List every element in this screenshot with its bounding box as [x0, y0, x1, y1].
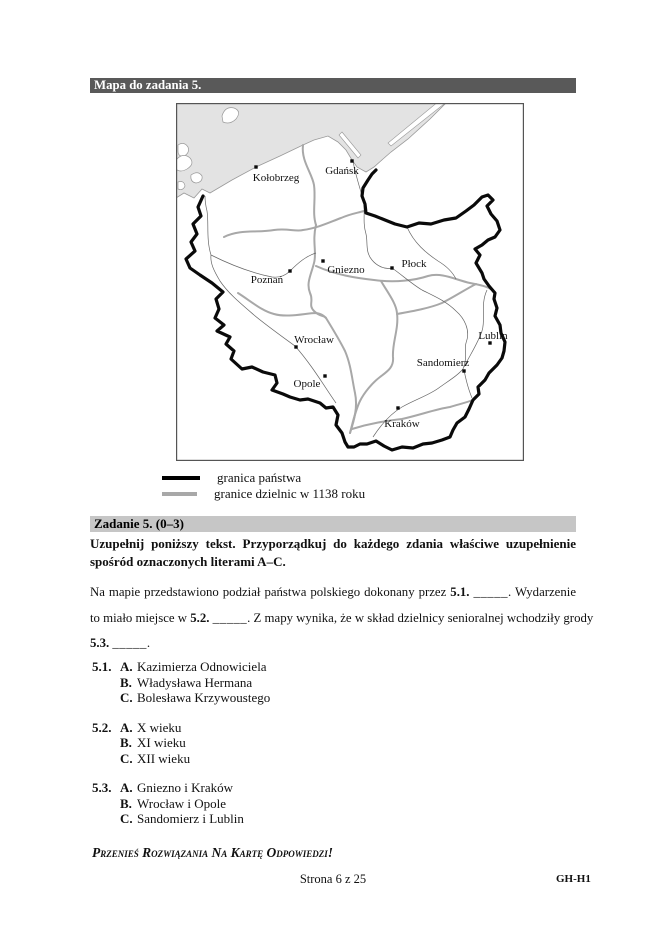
question-number: 5.1.: [92, 659, 112, 674]
city-label: Lublin: [478, 330, 508, 342]
option-row: [92, 751, 270, 767]
city-dot: [254, 165, 257, 168]
option-text: Gniezno i Kraków: [137, 780, 234, 795]
legend-row-district-borders: [162, 486, 365, 502]
city-layer: [251, 159, 508, 430]
city-label: Poznań: [250, 274, 284, 286]
odra-river-lower: [205, 196, 211, 255]
fill-line: [90, 580, 576, 606]
answer-blank: _____: [112, 636, 147, 650]
fill-line-text: . Wydarzenie: [508, 585, 577, 599]
question-number: 5.2.: [92, 719, 112, 735]
doc-code: GH-H1: [556, 873, 591, 885]
option-letter: A.: [120, 659, 133, 674]
island: [178, 143, 189, 156]
question-number: [92, 690, 120, 706]
island: [178, 182, 185, 190]
poland-1138-map: [176, 103, 524, 461]
question-number: [92, 796, 120, 812]
blank-number: 5.2.: [190, 610, 210, 625]
fill-in-text: [90, 580, 594, 657]
option-row: [92, 780, 270, 796]
wieprz-river: [464, 290, 487, 367]
city-label: Gniezno: [327, 264, 365, 276]
city-label: Opole: [293, 378, 321, 390]
option-text: XII wieku: [137, 750, 191, 766]
option-row: [92, 690, 270, 706]
option-letter: B.: [120, 795, 132, 811]
city-dot: [396, 406, 399, 409]
option-text: Wrocław i Opole: [137, 795, 227, 811]
city-label: Wrocław: [294, 334, 334, 346]
map-legend: [162, 470, 365, 502]
option-row: [92, 675, 270, 691]
city-label: Kraków: [384, 418, 420, 430]
option-row: [92, 796, 270, 812]
option-text: Sandomierz i Lublin: [137, 811, 244, 826]
city-label: Kołobrzeg: [252, 172, 300, 184]
city-dot: [390, 266, 393, 269]
option-letter: A.: [120, 719, 133, 735]
fill-line: [90, 631, 576, 657]
city-label: Gdańsk: [325, 165, 359, 177]
question-number: [92, 675, 120, 691]
question-group: [92, 780, 270, 827]
answer-options: [92, 659, 270, 841]
option-text: Bolesława Krzywoustego: [137, 690, 271, 705]
option-row: [92, 720, 270, 736]
question-number: 5.3.: [92, 780, 112, 795]
option-text: Władysława Hermana: [137, 674, 253, 690]
task-instruction: [90, 535, 576, 571]
option-text: X wieku: [137, 719, 182, 735]
question-number: [92, 811, 120, 827]
answer-blank: _____: [212, 610, 248, 625]
city-dot: [350, 159, 353, 162]
map-section-header: Mapa do zadania 5.: [90, 78, 576, 93]
fill-line-text: .: [146, 636, 151, 650]
option-letter: A.: [120, 780, 133, 795]
answer-blank: _____: [473, 585, 508, 599]
option-row: [92, 811, 270, 827]
state-border-swatch: [162, 476, 200, 480]
state-border-line: [186, 170, 505, 450]
question-group: [92, 659, 270, 706]
city-label: Płock: [401, 258, 427, 270]
option-letter: B.: [120, 735, 132, 750]
option-letter: B.: [120, 674, 132, 690]
blank-number: 5.3.: [90, 636, 110, 650]
option-text: XI wieku: [137, 735, 186, 750]
option-letter: C.: [120, 811, 133, 826]
city-label: Sandomierz: [416, 357, 470, 369]
option-row: [92, 735, 270, 751]
question-number: [92, 751, 120, 767]
transfer-note: Przenieś Rozwiązania Na Kartę Odpowiedzi!: [92, 845, 334, 860]
city-dot: [288, 269, 291, 272]
legend-row-state-border: [162, 470, 365, 486]
island: [191, 173, 202, 183]
option-letter: C.: [120, 690, 133, 705]
san-river: [464, 370, 472, 398]
narew-river: [407, 227, 456, 279]
question-number: [92, 735, 120, 751]
legend-label: granice dzielnic w 1138 roku: [214, 486, 366, 501]
option-letter: C.: [120, 750, 133, 766]
option-row: [92, 659, 270, 675]
task-header: Zadanie 5. (0–3): [90, 516, 576, 532]
fill-line-text: . Z mapy wynika, że w skład dzielnicy senioralnej wchodziły grody: [247, 610, 594, 625]
city-dot: [321, 259, 324, 262]
fill-line-text: Na mapie przedstawiono podział państwa polskiego dokonany przez: [90, 585, 447, 599]
instruction-line: spośród oznaczonych literami A–C.: [90, 554, 286, 569]
district-border-swatch: [162, 492, 197, 496]
city-dot: [462, 369, 465, 372]
fill-line: [90, 606, 594, 632]
legend-label: granica państwa: [217, 470, 302, 485]
page-number: Strona 6 z 25: [299, 872, 367, 886]
option-text: Kazimierza Odnowiciela: [137, 659, 267, 674]
question-group: [92, 720, 270, 767]
fill-line-text: to miało miejsce w: [90, 610, 188, 625]
instruction-line: Uzupełnij poniższy tekst. Przyporządkuj do każdego zdania właściwe uzupełnienie: [90, 536, 576, 551]
baltic-sea: [176, 103, 446, 198]
history-map-figure: [176, 103, 524, 461]
city-dot: [323, 374, 326, 377]
blank-number: 5.1.: [450, 585, 470, 599]
